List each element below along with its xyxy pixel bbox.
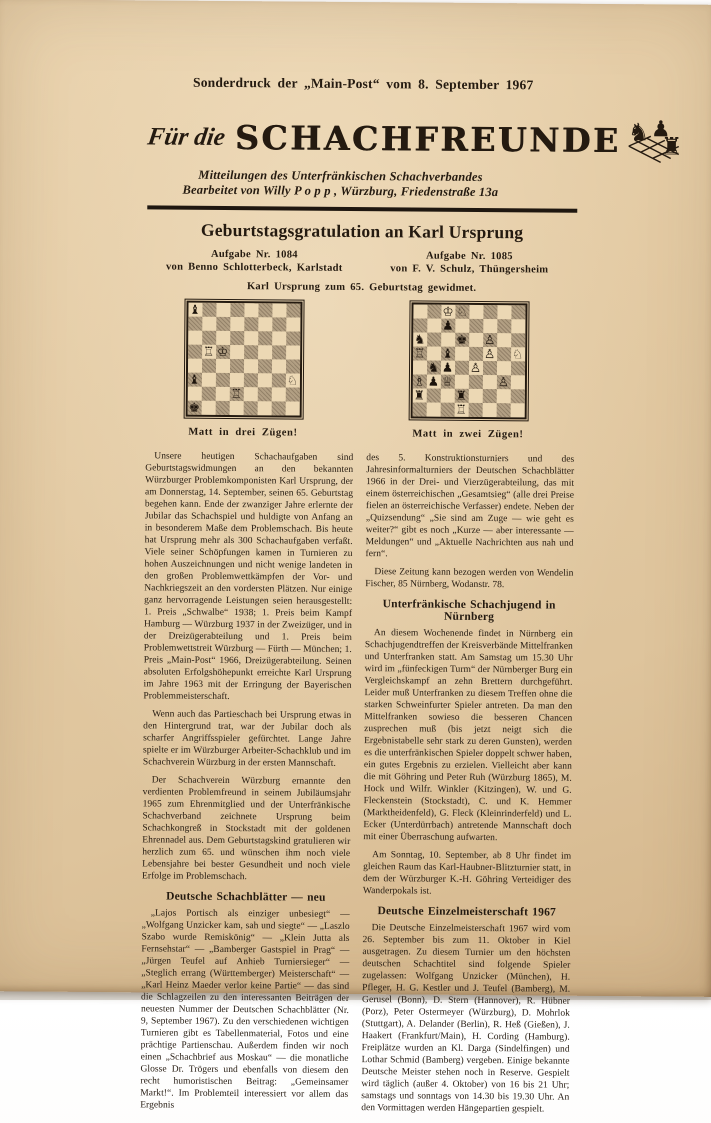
black-bishop-icon: ♝ — [189, 301, 201, 317]
board-square — [272, 331, 286, 345]
print-edition-line: Sonderdruck der „Main-Post“ vom 8. September 1967 — [192, 74, 534, 93]
board-square — [511, 319, 525, 333]
board-square — [258, 345, 272, 359]
masthead-prefix: Für die — [145, 122, 228, 151]
board-square — [188, 331, 202, 345]
board-square — [440, 361, 454, 375]
board-square — [496, 403, 510, 417]
problem-number: Aufgabe Nr. 1085 — [425, 250, 513, 263]
board-square — [441, 347, 455, 361]
board-square — [468, 389, 482, 403]
board-square — [244, 303, 258, 317]
board-square — [412, 388, 426, 402]
board-square — [230, 303, 244, 317]
problem-author: von Benno Schlotterbeck, Karlstadt — [165, 261, 343, 274]
black-pawn-icon: ♟ — [441, 359, 454, 375]
board-square — [497, 305, 511, 319]
board-square — [482, 361, 496, 375]
white-king-icon: ♔ — [216, 343, 229, 359]
section-heading: Deutsche Einzelmeisterschaft 1967 — [377, 905, 557, 919]
board-square — [454, 375, 468, 389]
paragraph: Die Deutsche Einzelmeisterschaft 1967 wird vom 26. September bis zum 11. Oktober in Kiel ausgetragen. Zu diesem Turnier um den höchsten deutschen Schachtitel sind folgende Spieler zugelassen: Wolfgang Unzicker (München), H. Pfleger, H. G. Kestler und J. Teufel (Bamberg), M. Gerusel (Bonn), D. Stern (Hannover), R. Hübner (Porz), Peter Ostermeyer (Würzburg), D. Mohrlok (Stuttgart), A. Delander (Berlin), R. Heß (Gießen), J. Haakert (Frankfurt/Main), H. Cording (Hamburg). Freiplätze wurden an Kl. Darga (Sindelfingen) und Lothar Schmid (Bamberg) vergeben. Einige bekannte Deutsche Meister stehen noch in Reserve. Gespielt wird täglich (außer 4. Oktober) von 16 bis 21 Uhr; samstags und sonntags von 14.30 bis 19.30 Uhr. An den Vormittagen werden Hängepartien gespielt. — [361, 923, 571, 1115]
board-square — [244, 345, 258, 359]
board-square — [258, 331, 272, 345]
page-content — [140, 0, 683, 1121]
board-square — [510, 389, 524, 403]
board-square — [412, 402, 426, 416]
board-square — [413, 318, 427, 332]
article-title: Geburtstagsgratulation an Karl Ursprung — [200, 219, 524, 243]
board-square — [285, 401, 299, 415]
diagram-1085 — [360, 302, 576, 441]
black-pawn-icon: ♟ — [427, 373, 440, 389]
board-square — [482, 389, 496, 403]
chessboard-1085 — [410, 302, 527, 419]
board-square — [243, 373, 257, 387]
black-pawn-icon: ♟ — [442, 317, 454, 333]
black-rook-icon: ♜ — [413, 387, 425, 403]
paragraph: „Lajos Portisch als einziger unbesiegt“ — „Wolfgang Unzicker kam, sah und siegte“ — „Laszlo Szabo wurde Remiskönig“ — „Klein Jutta als Fernsehstar“ — „Bamberger Gastspiel in Prag“ — „Jürgen Teufel auf Anhieb Turniersieger“ — „Steglich errang (Württemberger) Meisterschaft“ — „Karl Heinz Maeder verlor keine Partie“ — das sind die Schlagzeilen zu den interessanten Beiträgen der neuesten Nummer der Deutschen Schachblätter (Nr. 9, September 1967). Zu den verschiedenen wichtigen Turnieren gibt es Tabellenmaterial, Fotos und eine prächtige Partienschau. Außerdem finden wir noch einen „Schachbrief aus Moskau“ — die monatliche Glosse Dr. Trögers und ebenfalls von diesem den recht humoristischen Beitrag: „Gemeinsamer Markt!“. Im Problemteil interessiert vor allem das Ergebnis — [140, 908, 350, 1111]
board-square — [511, 305, 525, 319]
board-square — [229, 387, 243, 401]
board-square — [271, 401, 285, 415]
masthead — [145, 108, 683, 200]
board-square — [440, 375, 454, 389]
board-square — [216, 345, 230, 359]
white-pawn-icon: ♙ — [497, 374, 510, 390]
paragraph: An diesem Wochenende findet in Nürnberg ein Schachjugendtreffen der Kreisverbände Mittelfranken und Unterfranken statt. Am Samstag um 15.30 Uhr wird im „fünfeckigen Turm“ der Nürnberger Burg ein Vergleichskampf an zehn Brettern durchgeführt. Leider muß Unterfranken zu diesem Treffen ohne die starken Schweinfurter Spieler antreten. Da man den Mittelfranken sowieso die besseren Chancen zusprechen muß (bis jetzt neigt sich die Ergebnistabelle sehr stark zu deren Gunsten), werden es die unterfränkischen Spieler doppelt schwer haben, ein gutes Ergebnis zu erzielen. Vielleicht aber kann die mit Göhring und Peter Ruh (Würzburg 1865), M. Hock und Wilfr. Winkler (Kitzingen), W. und G. Fleckenstein (Stockstadt), C. und K. Hemmer (Marktheidenfeld), G. Fleck (Kleinrinderfeld) und L. Ecker (Unterdürrbach) antretende Mannschaft doch mit einer Überraschung aufwarten. — [363, 628, 573, 844]
board-square — [426, 375, 440, 389]
board-square — [510, 361, 524, 375]
black-king-icon: ♚ — [456, 331, 468, 347]
board-square — [441, 333, 455, 347]
paragraph: Der Schachverein Würzburg ernannte den verdienten Problemfreund in seinem Jubiläumsjahr 1965 zum Ehrenmitglied und der Unterfränkische Schachverband zeichnete Ursprung beim Schachkongreß in Stockstadt mit der goldenen Ehrennadel aus. Dem Geburtstagskind gratulieren wir herzlich zum 65. und wünschen ihm noch viele Lebensjahre bei bester Gesundheit und noch viele Erfolge im Problemschach. — [141, 775, 351, 883]
board-square — [229, 373, 243, 387]
diagram-1084 — [135, 300, 351, 439]
board-square — [427, 333, 441, 347]
board-square — [497, 319, 511, 333]
newsletter-title: SCHACHFREUNDE — [234, 118, 621, 161]
paragraph: Wenn auch das Partieschach bei Ursprung etwas in den Hintergrund trat, war der Jubilar doch als scharfer Angriffsspieler gefürchtet. Lange Jahre spielte er im Würzburger Arbeiter-Schachklub und im Schachverein Würzburg in der ersten Mannschaft. — [142, 709, 352, 769]
problem-header-1084 — [147, 247, 362, 275]
board-square — [469, 347, 483, 361]
board-square — [426, 361, 440, 375]
board-square — [482, 403, 496, 417]
board-square — [201, 359, 215, 373]
board-square — [497, 333, 511, 347]
svg-text:♞: ♞ — [627, 118, 650, 147]
board-square — [483, 347, 497, 361]
problem-author: von F. V. Schulz, Thüngersheim — [390, 263, 549, 276]
board-square — [187, 401, 201, 415]
board-square — [413, 304, 427, 318]
board-square — [188, 345, 202, 359]
problem-header-1085 — [362, 249, 577, 277]
board-square — [257, 373, 271, 387]
board-square — [427, 305, 441, 319]
board-square — [257, 387, 271, 401]
board-square — [511, 333, 525, 347]
board-square — [229, 401, 243, 415]
board-square — [440, 403, 454, 417]
board-square — [188, 303, 202, 317]
board-square — [285, 387, 299, 401]
board-square — [216, 317, 230, 331]
board-square — [244, 317, 258, 331]
board-square — [469, 319, 483, 333]
paragraph: Am Sonntag, 10. September, ab 8 Uhr findet im gleichen Raum das Karl-Haubner-Blitzturnier statt, in dem der Würzburger K.-H. Göhring Verteidiger des Wanderpokals ist. — [362, 850, 572, 897]
black-knight-icon: ♞ — [427, 359, 440, 375]
board-square — [257, 401, 271, 415]
chess-diagrams — [145, 300, 576, 440]
board-square — [454, 403, 468, 417]
board-square — [454, 389, 468, 403]
board-square — [426, 403, 440, 417]
board-square — [413, 346, 427, 360]
board-square — [188, 317, 202, 331]
white-rook-icon: ♖ — [455, 401, 467, 417]
board-square — [285, 359, 299, 373]
board-square — [187, 387, 201, 401]
svg-text:♜: ♜ — [660, 132, 683, 161]
board-square — [482, 375, 496, 389]
board-square — [483, 319, 497, 333]
white-knight-icon: ♘ — [286, 372, 299, 388]
white-knight-icon: ♘ — [456, 303, 468, 319]
board-square — [230, 331, 244, 345]
board-square — [243, 401, 257, 415]
board-square — [286, 303, 300, 317]
board-square — [454, 361, 468, 375]
board-square — [496, 389, 510, 403]
board-square — [469, 305, 483, 319]
chess-pieces-logo-icon — [626, 112, 684, 169]
board-square — [244, 331, 258, 345]
subtitle-line-2: Bearbeitet von Willy P o p p , Würzburg, Friedenstraße 13a — [182, 182, 499, 200]
black-rook-icon: ♜ — [455, 387, 467, 403]
board-square — [468, 403, 482, 417]
board-square — [216, 303, 230, 317]
board-square — [243, 387, 257, 401]
white-king-icon: ♔ — [442, 303, 454, 319]
board-square — [427, 319, 441, 333]
board-square — [412, 360, 426, 374]
white-rook-icon: ♖ — [202, 343, 215, 359]
chessboard-1084 — [185, 301, 302, 418]
board-square — [187, 359, 201, 373]
paragraph: des 5. Konstruktionsturniers und des Jahresinformalturniers der Deutschen Schachblätter 1966 in der Drei- und Vierzügerabteilung, das mit einem österreichischen „Gesamtsieg“ (alle drei Preise fielen an österreichische Verfasser) endete. Neben der „Quizsendung“ „Sie sind am Zuge — wie geht es weiter?“ gibt es noch „Kurze — aber interessante — Meldungen“ und „Aktuelle Nachrichten aus nah und fern“. — [365, 453, 575, 560]
subtitle-line-1: Mitteilungen des Unterfränkischen Schachverbandes — [198, 167, 483, 184]
board-square — [286, 345, 300, 359]
board-square — [455, 305, 469, 319]
board-square — [483, 333, 497, 347]
board-square — [413, 332, 427, 346]
board-square — [468, 361, 482, 375]
white-pawn-icon: ♙ — [483, 346, 496, 362]
board-square — [215, 387, 229, 401]
board-square — [286, 331, 300, 345]
board-square — [272, 303, 286, 317]
board-square — [440, 389, 454, 403]
left-column — [140, 450, 353, 1120]
board-square — [216, 331, 230, 345]
board-square — [455, 319, 469, 333]
diagram-caption: Matt in drei Zügen! — [188, 426, 298, 439]
board-square — [272, 345, 286, 359]
board-square — [496, 375, 510, 389]
board-square — [469, 333, 483, 347]
board-square — [229, 359, 243, 373]
board-square — [271, 373, 285, 387]
dedication-line: Karl Ursprung zum 65. Geburtstag gewidmet. — [246, 281, 477, 294]
board-square — [441, 305, 455, 319]
board-square — [271, 359, 285, 373]
problem-headers — [147, 247, 577, 276]
board-square — [412, 374, 426, 388]
board-square — [285, 373, 299, 387]
section-heading: Unterfränkische Schachjugend in Nürnberg — [382, 598, 556, 624]
board-square — [271, 387, 285, 401]
board-square — [258, 317, 272, 331]
board-square — [258, 303, 272, 317]
white-knight-icon: ♘ — [511, 346, 524, 362]
board-square — [201, 387, 215, 401]
masthead-subtitles — [175, 168, 505, 201]
black-bishop-icon: ♝ — [441, 345, 454, 361]
board-square — [202, 303, 216, 317]
board-square — [483, 305, 497, 319]
white-rook-icon: ♖ — [230, 386, 242, 402]
board-square — [243, 359, 257, 373]
right-column — [361, 452, 574, 1122]
white-pawn-icon: ♙ — [484, 332, 496, 348]
header-divider-rule — [147, 205, 577, 212]
board-square — [202, 345, 216, 359]
board-square — [230, 317, 244, 331]
svg-text:♟: ♟ — [650, 117, 671, 143]
white-rook-icon: ♖ — [413, 345, 426, 361]
board-square — [230, 345, 244, 359]
problem-number: Aufgabe Nr. 1084 — [210, 248, 298, 261]
board-square — [455, 347, 469, 361]
board-square — [510, 403, 524, 417]
board-square — [202, 317, 216, 331]
black-knight-icon: ♞ — [414, 331, 426, 347]
board-square — [201, 401, 215, 415]
board-square — [427, 347, 441, 361]
board-square — [286, 317, 300, 331]
board-square — [215, 401, 229, 415]
white-pawn-icon: ♙ — [469, 359, 482, 375]
board-square — [257, 359, 271, 373]
paragraph: Unsere heutigen Schachaufgaben sind Geburtstagswidmungen an den bekannten Würzburger Problemkomponisten Karl Ursprung, der am Donnerstag, 14. September, seinen 65. Geburtstag begehen kann. Ende der zwanziger Jahre erlernte der Jubilar das Schachspiel und huldigte von Anfang an in besonderem Maße dem Problemschach. Bis heute hat Ursprung mehr als 300 Schachaufgaben verfaßt. Viele seiner Schöpfungen kamen in Turnieren zu hohen Auszeichnungen und nicht wenige landeten in den großen Problemwettkämpfen der Vor- und Nachkriegszeit an den vordersten Plätzen. Nur einige ganz hervorragende Leistungen seien herausgestellt: 1. Preis „Schwalbe“ 1938; 1. Preis beim Kampf Hamburg — Würzburg 1937 in der Zweizüger, und in der Dreizügerabteilung und 1. Preis beim Problemwettstreit Würzburg — Fürth — München; 1. Preis „Main-Post“ 1966, Dreizügerabteilung. Seinen absoluten Erfolgshöhepunkt erreichte Karl Ursprung im Jahre 1963 mit der Erringung der Bayerischen Problemmeisterschaft. — [143, 451, 354, 703]
board-square — [272, 317, 286, 331]
board-square — [510, 375, 524, 389]
section-heading: Deutsche Schachblätter — neu — [166, 890, 326, 904]
black-king-icon: ♚ — [188, 399, 200, 415]
board-square — [468, 375, 482, 389]
board-square — [215, 359, 229, 373]
board-square — [187, 373, 201, 387]
white-queen-icon: ♕ — [441, 373, 454, 389]
board-square — [496, 361, 510, 375]
board-square — [455, 333, 469, 347]
article-body — [140, 450, 575, 1121]
black-bishop-icon: ♝ — [188, 371, 201, 387]
board-square — [215, 373, 229, 387]
board-square — [202, 331, 216, 345]
board-square — [426, 389, 440, 403]
paragraph: Diese Zeitung kann bezogen werden von Wendelin Fischer, 85 Nürnberg, Wodanstr. 78. — [365, 567, 574, 591]
white-bishop-icon: ♗ — [413, 373, 426, 389]
diagram-caption: Matt in zwei Zügen! — [412, 428, 524, 441]
board-square — [441, 319, 455, 333]
board-square — [497, 347, 511, 361]
board-square — [511, 347, 525, 361]
board-square — [201, 373, 215, 387]
